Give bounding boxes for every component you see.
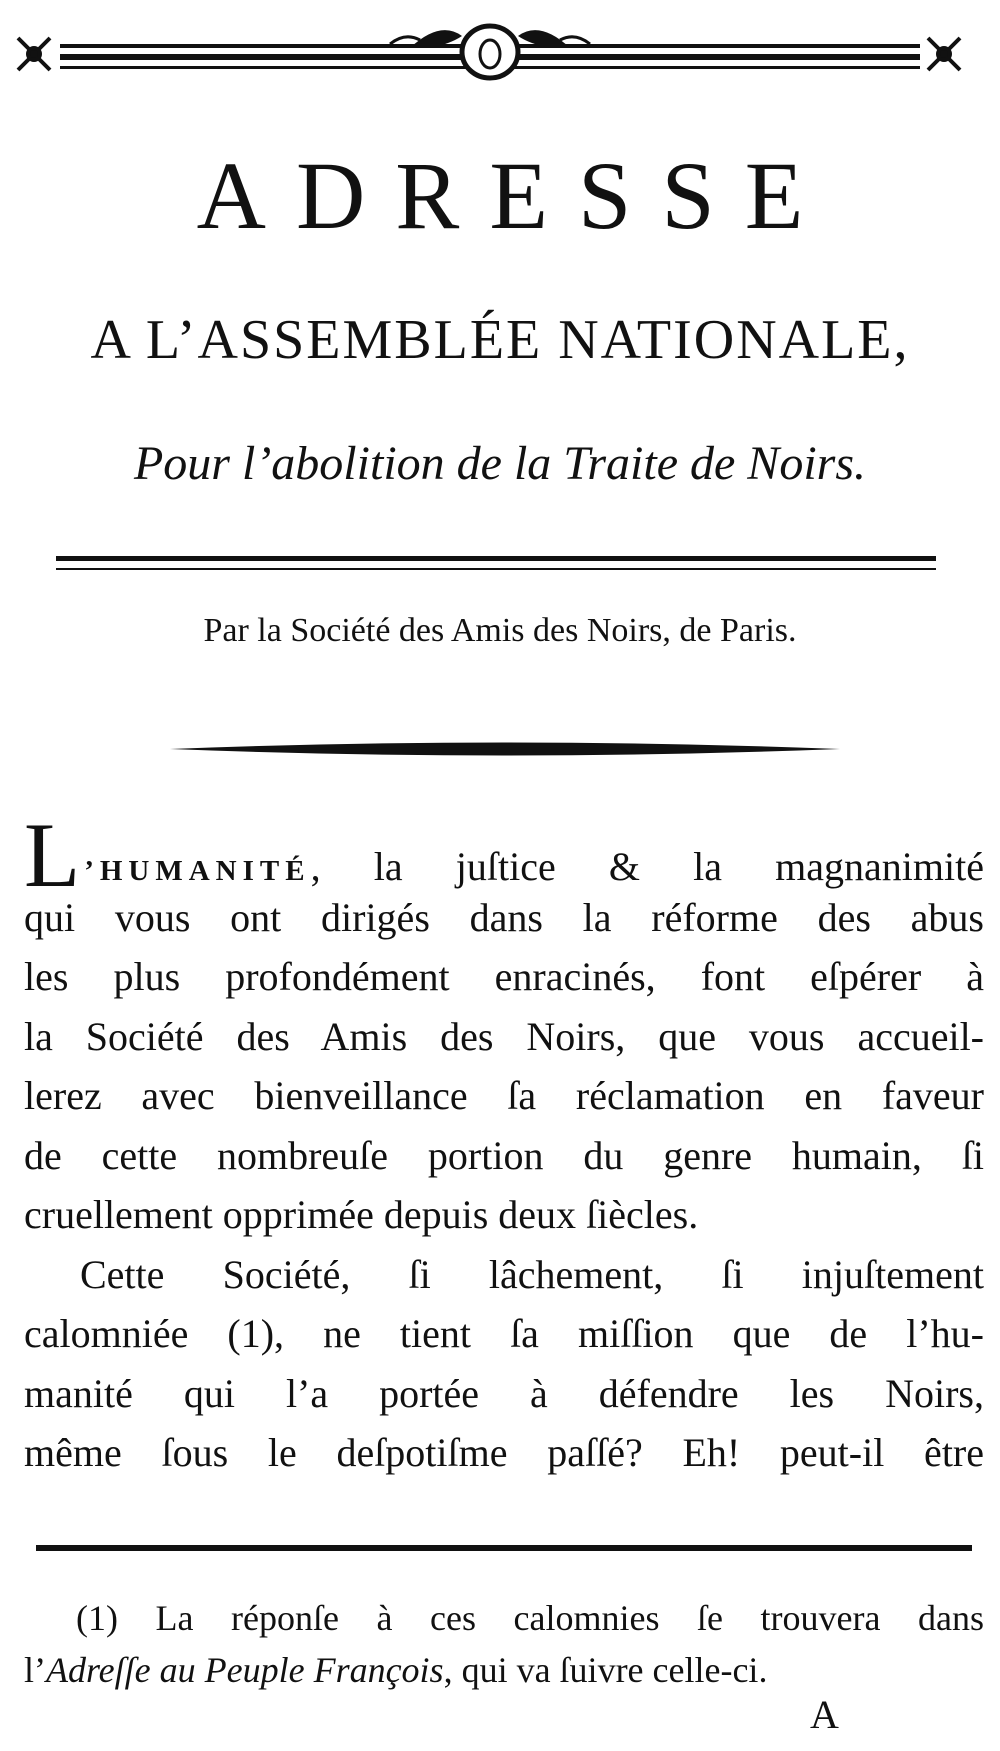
- footnote-rule: [36, 1545, 972, 1551]
- body-line: cruellement opprimée depuis deux ſiècles.: [24, 1192, 699, 1237]
- body-text: [24, 804, 984, 1483]
- body-line: qui vous ont dirigés dans la réforme des abus: [24, 894, 984, 940]
- body-line: L ’HUMANITÉ, la juſtice & la magnanimité: [24, 804, 984, 906]
- tapered-rule-divider: [170, 736, 840, 762]
- signature-mark: A: [810, 1692, 839, 1737]
- double-rule-divider: [56, 556, 936, 574]
- footnote-title-reference: Adreſſe au Peuple François: [46, 1650, 444, 1690]
- body-line: lerez avec bienveillance ſa réclamation en faveur: [24, 1073, 984, 1118]
- body-line: calomniée (1), ne tient ſa miſſion que de l’hu-: [24, 1311, 984, 1356]
- body-line: même ſous le deſpotiſme paſſé? Eh! peut-il être: [24, 1430, 984, 1475]
- body-line: Cette Société, ſi lâchement, ſi injuſtement: [80, 1251, 984, 1297]
- document-purpose: Pour l’abolition de la Traite de Noirs.: [133, 437, 867, 490]
- document-title: ADRESSE: [196, 142, 834, 249]
- body-line: manité qui l’a portée à défendre les Noirs,: [24, 1370, 984, 1416]
- drop-cap: L: [24, 804, 81, 906]
- footnote-line: l’Adreſſe au Peuple François, qui va ſuivre celle-ci.: [24, 1650, 768, 1690]
- opening-word: ’HUMANITÉ: [84, 855, 311, 887]
- byline: Par la Société des Amis des Noirs, de Paris.: [203, 612, 797, 649]
- body-line: les plus profondément enracinés, font eſpérer à: [24, 954, 984, 999]
- footnote-line: (1) La réponſe à ces calomnies ſe trouvera dans: [76, 1598, 984, 1638]
- body-line: la Société des Amis des Noirs, que vous accueil-: [24, 1013, 984, 1059]
- top-ornament-icon: [10, 14, 970, 84]
- footnote: [24, 1592, 984, 1696]
- document-subtitle: A L’ASSEMBLÉE NATIONALE,: [90, 309, 910, 371]
- body-line: de cette nombreuſe portion du genre humain, ſi: [24, 1132, 984, 1178]
